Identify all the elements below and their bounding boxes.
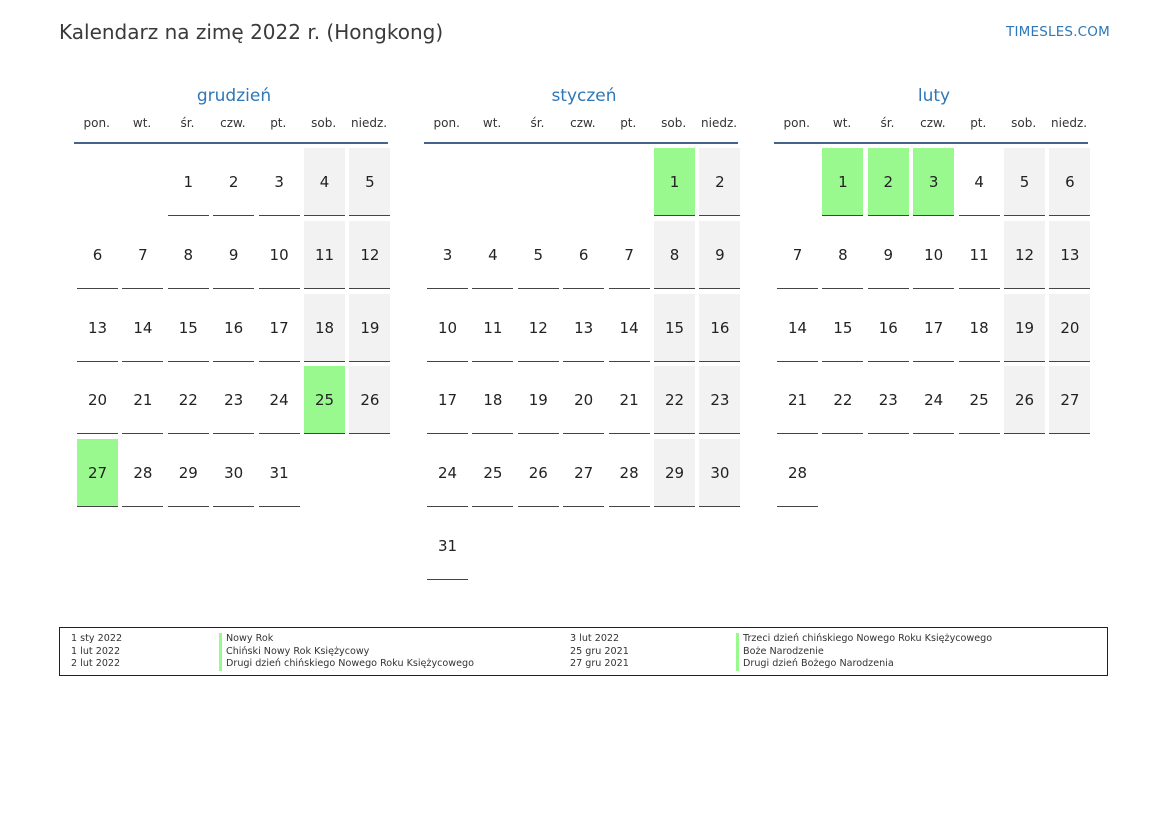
- weekday-label: sob.: [311, 116, 337, 130]
- day-cell: 13: [563, 294, 604, 362]
- day-cell: 7: [122, 221, 163, 289]
- day-cell: 7: [609, 221, 650, 289]
- day-cell: 11: [959, 221, 1000, 289]
- day-cell: 27: [77, 439, 118, 507]
- month-december: [74, 84, 394, 483]
- day-cell: 23: [699, 366, 740, 434]
- legend-holiday: Trzeci dzień chińskiego Nowego Roku Księżycowego: [736, 633, 992, 646]
- day-cell: 12: [1004, 221, 1045, 289]
- month-name: grudzień: [196, 86, 272, 106]
- day-cell: 20: [1049, 294, 1090, 362]
- day-cell: 12: [518, 294, 559, 362]
- day-cell: 1: [822, 148, 863, 216]
- weekday-label: pt.: [620, 116, 637, 130]
- day-cell: 17: [913, 294, 954, 362]
- legend-date: 1 lut 2022: [71, 646, 121, 657]
- day-cell: 29: [654, 439, 695, 507]
- day-cell: 5: [518, 221, 559, 289]
- legend-holiday: Drugi dzień chińskiego Nowego Roku Księżycowego: [219, 658, 474, 671]
- day-cell: 4: [959, 148, 1000, 216]
- day-cell: 14: [122, 294, 163, 362]
- day-cell: 11: [304, 221, 345, 289]
- month-january: [424, 84, 744, 555]
- weekday-header: [74, 116, 394, 138]
- day-cell: 25: [304, 366, 345, 434]
- legend-date: 1 sty 2022: [71, 633, 123, 644]
- month-name: luty: [917, 86, 951, 106]
- day-cell: 22: [654, 366, 695, 434]
- weekday-label: czw.: [570, 116, 596, 130]
- weekday-label: pon.: [783, 116, 810, 130]
- day-cell: 6: [1049, 148, 1090, 216]
- day-cell: 6: [563, 221, 604, 289]
- day-cell: 15: [168, 294, 209, 362]
- day-cell: 26: [518, 439, 559, 507]
- page-title: Kalendarz na zimę 2022 r. (Hongkong): [59, 20, 444, 44]
- day-cell: 31: [259, 439, 300, 507]
- day-cell: 24: [427, 439, 468, 507]
- day-cell: 19: [1004, 294, 1045, 362]
- weekday-label: sob.: [1011, 116, 1037, 130]
- header-rule: [74, 142, 388, 144]
- day-cell: 18: [472, 366, 513, 434]
- day-cell: 20: [563, 366, 604, 434]
- header-rule: [424, 142, 738, 144]
- day-cell: 2: [699, 148, 740, 216]
- weekday-header: [774, 116, 1094, 138]
- day-cell: 9: [868, 221, 909, 289]
- weekday-label: wt.: [482, 116, 502, 130]
- weekday-label: pt.: [270, 116, 287, 130]
- legend-date: 3 lut 2022: [570, 633, 620, 644]
- day-cell: 4: [304, 148, 345, 216]
- day-cell: 28: [609, 439, 650, 507]
- day-cell: 21: [609, 366, 650, 434]
- weekday-label: pon.: [433, 116, 460, 130]
- day-cell: 10: [427, 294, 468, 362]
- day-cell: 29: [168, 439, 209, 507]
- weekday-label: wt.: [132, 116, 152, 130]
- legend-holiday: Drugi dzień Bożego Narodzenia: [736, 658, 894, 671]
- day-cell: 16: [699, 294, 740, 362]
- day-cell: 19: [518, 366, 559, 434]
- day-cell: 1: [168, 148, 209, 216]
- day-cell: 23: [868, 366, 909, 434]
- day-cell: 27: [1049, 366, 1090, 434]
- day-cell: 3: [913, 148, 954, 216]
- weekday-label: śr.: [530, 116, 545, 130]
- day-cell: 30: [699, 439, 740, 507]
- day-cell: 24: [913, 366, 954, 434]
- day-cell: 25: [959, 366, 1000, 434]
- legend-holiday: Boże Narodzenie: [736, 646, 824, 659]
- day-cell: 18: [959, 294, 1000, 362]
- day-cell: 13: [77, 294, 118, 362]
- weekday-label: pt.: [970, 116, 987, 130]
- day-cell: 8: [654, 221, 695, 289]
- day-cell: 3: [427, 221, 468, 289]
- day-cell: 27: [563, 439, 604, 507]
- day-cell: 5: [1004, 148, 1045, 216]
- month-february: [774, 84, 1094, 483]
- weekday-label: śr.: [180, 116, 195, 130]
- day-cell: 9: [213, 221, 254, 289]
- day-cell: 10: [913, 221, 954, 289]
- day-cell: 21: [122, 366, 163, 434]
- day-cell: 3: [259, 148, 300, 216]
- weekday-label: sob.: [661, 116, 687, 130]
- day-cell: 4: [472, 221, 513, 289]
- day-cell: 16: [868, 294, 909, 362]
- day-cell: 7: [777, 221, 818, 289]
- day-cell: 14: [609, 294, 650, 362]
- day-cell: 2: [213, 148, 254, 216]
- day-cell: 1: [654, 148, 695, 216]
- day-cell: 13: [1049, 221, 1090, 289]
- weekday-label: czw.: [920, 116, 946, 130]
- weekday-label: śr.: [880, 116, 895, 130]
- day-cell: 15: [822, 294, 863, 362]
- day-cell: 2: [868, 148, 909, 216]
- day-cell: 26: [349, 366, 390, 434]
- day-cell: 5: [349, 148, 390, 216]
- day-cell: 12: [349, 221, 390, 289]
- site-link[interactable]: TIMESLES.COM: [1006, 24, 1110, 40]
- day-cell: 19: [349, 294, 390, 362]
- weekday-label: wt.: [832, 116, 852, 130]
- day-cell: 11: [472, 294, 513, 362]
- weekday-label: niedz.: [1051, 116, 1088, 130]
- legend-date: 2 lut 2022: [71, 658, 121, 669]
- day-cell: 16: [213, 294, 254, 362]
- weekday-label: czw.: [220, 116, 246, 130]
- day-cell: 26: [1004, 366, 1045, 434]
- day-cell: 22: [822, 366, 863, 434]
- day-cell: 8: [822, 221, 863, 289]
- day-cell: 25: [472, 439, 513, 507]
- day-cell: 21: [777, 366, 818, 434]
- holiday-legend: [59, 627, 1108, 676]
- day-cell: 28: [122, 439, 163, 507]
- day-cell: 14: [777, 294, 818, 362]
- weekday-label: niedz.: [351, 116, 388, 130]
- legend-holiday: Nowy Rok: [219, 633, 273, 646]
- day-cell: 23: [213, 366, 254, 434]
- day-cell: 28: [777, 439, 818, 507]
- day-cell: 17: [259, 294, 300, 362]
- day-cell: 15: [654, 294, 695, 362]
- day-cell: 30: [213, 439, 254, 507]
- weekday-header: [424, 116, 744, 138]
- day-cell: 20: [77, 366, 118, 434]
- legend-date: 27 gru 2021: [570, 658, 629, 669]
- month-name: styczeń: [551, 86, 617, 106]
- day-cell: 17: [427, 366, 468, 434]
- day-cell: 9: [699, 221, 740, 289]
- day-cell: 6: [77, 221, 118, 289]
- legend-holiday: Chiński Nowy Rok Księżycowy: [219, 646, 369, 659]
- header-rule: [774, 142, 1088, 144]
- day-cell: 31: [427, 512, 468, 580]
- legend-date: 25 gru 2021: [570, 646, 629, 657]
- day-cell: 24: [259, 366, 300, 434]
- weekday-label: niedz.: [701, 116, 738, 130]
- day-cell: 8: [168, 221, 209, 289]
- weekday-label: pon.: [83, 116, 110, 130]
- day-cell: 10: [259, 221, 300, 289]
- day-cell: 18: [304, 294, 345, 362]
- day-cell: 22: [168, 366, 209, 434]
